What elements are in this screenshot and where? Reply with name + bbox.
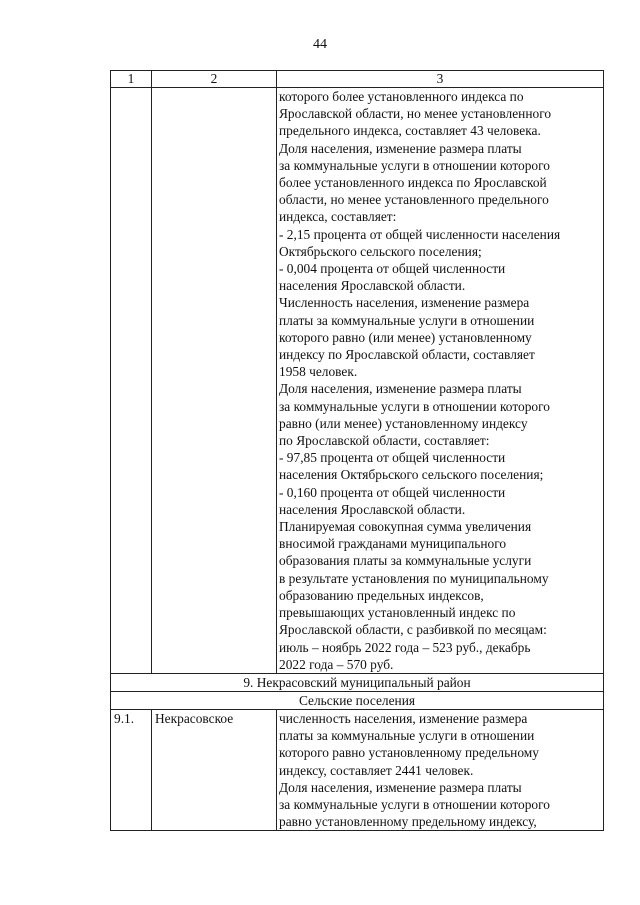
row-text-cell <box>277 709 604 830</box>
text-line: индекса, составляет: <box>279 209 397 225</box>
text-line: 2022 года – 570 руб. <box>279 656 394 672</box>
text-line: населения Ярославской области. <box>279 278 466 294</box>
text-line: Ярославской области, с разбивкой по месяцам: <box>279 622 547 638</box>
text-line: - 0,160 процента от общей численности <box>279 484 506 500</box>
text-line: - 2,15 процента от общей численности населения <box>279 226 561 242</box>
text-line: за коммунальные услуги в отношении которого <box>279 398 550 414</box>
text-line: вносимой гражданами муниципального <box>279 536 507 552</box>
text-line: Доля населения, изменение размера платы <box>279 140 522 156</box>
text-line: по Ярославской области, составляет: <box>279 433 490 449</box>
text-line: равно (или менее) установленному индексу <box>279 415 528 431</box>
text-line: предельного индекса, составляет 43 человека. <box>279 123 541 139</box>
text-line: численность населения, изменение размера <box>279 710 528 726</box>
text-line: Доля населения, изменение размера платы <box>279 779 522 795</box>
text-line: более установленного индекса по Ярославской <box>279 175 547 191</box>
text-line: - 0,004 процента от общей численности <box>279 261 506 277</box>
continuation-row <box>111 88 604 674</box>
text-line: 1958 человек. <box>279 364 358 380</box>
subsection-title: Сельские поселения <box>111 691 604 709</box>
text-line: Ярославской области, но менее установленного <box>279 106 552 122</box>
continuation-number-cell <box>111 88 152 674</box>
text-line: населения Октябрьского сельского поселения; <box>279 467 544 483</box>
text-line: превышающих установленный индекс по <box>279 605 516 621</box>
text-line: равно установленному предельному индексу, <box>279 814 537 830</box>
text-line: образованию предельных индексов, <box>279 587 484 603</box>
text-line: - 97,85 процента от общей численности <box>279 450 506 466</box>
text-line: населения Ярославской области. <box>279 501 466 517</box>
subsection-row <box>111 691 604 709</box>
text-line: которого равно установленному предельному <box>279 745 539 761</box>
header-col-1: 1 <box>111 71 152 88</box>
text-line: Численность населения, изменение размера <box>279 295 530 311</box>
text-line: которого равно (или менее) установленному <box>279 329 532 345</box>
continuation-text-cell <box>277 88 604 674</box>
header-col-3: 3 <box>277 71 604 88</box>
text-line: Планируемая совокупная сумма увеличения <box>279 519 532 535</box>
text-line: Октябрьского сельского поселения; <box>279 243 482 259</box>
text-line: Доля населения, изменение размера платы <box>279 381 522 397</box>
text-line: платы за коммунальные услуги в отношении <box>279 728 535 744</box>
text-line: в результате установления по муниципальному <box>279 570 549 586</box>
header-col-2: 2 <box>152 71 277 88</box>
text-line: индексу, составляет 2441 человек. <box>279 762 474 778</box>
text-line: образования платы за коммунальные услуги <box>279 553 532 569</box>
text-line: области, но менее установленного предельного <box>279 192 549 208</box>
continuation-name-cell <box>152 88 277 674</box>
text-line: которого более установленного индекса по <box>279 89 524 104</box>
text-line: за коммунальные услуги в отношении которого <box>279 796 550 812</box>
page-number: 44 <box>313 37 327 52</box>
table-row <box>111 709 604 830</box>
table-header-row <box>111 71 604 88</box>
text-line: платы за коммунальные услуги в отношении <box>279 312 535 328</box>
text-line: индексу по Ярославской области, составляет <box>279 347 535 363</box>
document-table <box>110 70 604 831</box>
section-row <box>111 673 604 691</box>
text-line: за коммунальные услуги в отношении которого <box>279 157 550 173</box>
settlement-name: Некрасовское <box>152 709 277 830</box>
section-title: 9. Некрасовский муниципальный район <box>111 673 604 691</box>
row-number: 9.1. <box>111 709 152 830</box>
text-line: июль – ноябрь 2022 года – 523 руб., декабрь <box>279 639 531 655</box>
